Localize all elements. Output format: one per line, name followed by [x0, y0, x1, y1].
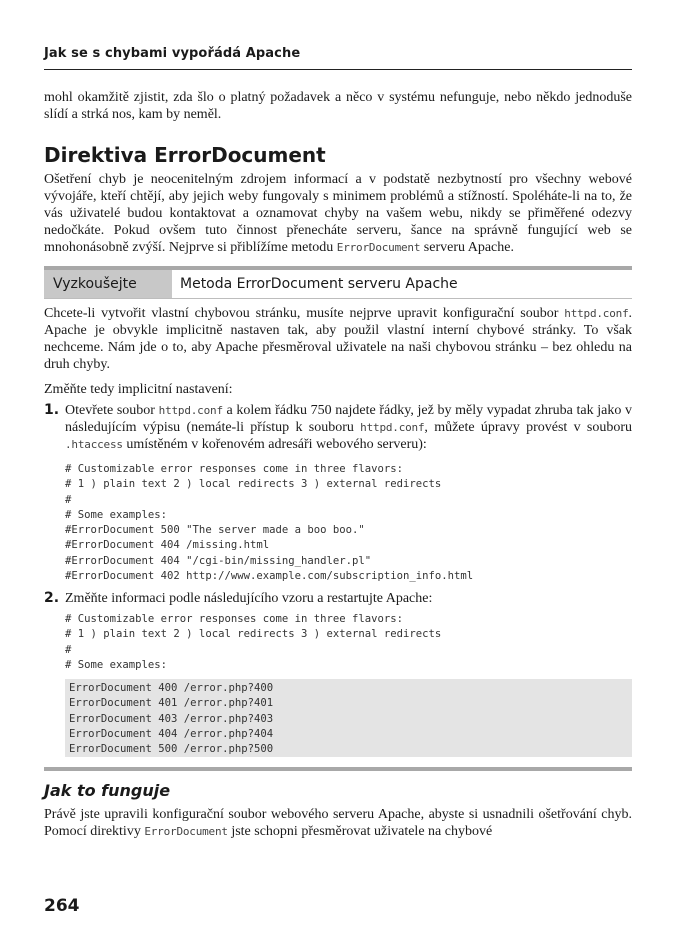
tryit-p1-after: . Apache je obvykle implicitně nastaven tak, aby použil vlastní interní chybové stránky. To však nechceme. Nám jde o to, aby Apache přesměroval uživatele na naši chybovou stránku – bez ohledu na druh chyby.: [44, 306, 632, 372]
step-1-text-c: , můžete úpravy provést v souboru: [424, 420, 632, 435]
tryit-end-rule: [44, 767, 632, 771]
inline-code-httpd-conf: httpd.conf: [564, 307, 629, 320]
step-2-number: 2.: [44, 590, 60, 606]
section-heading: Direktiva ErrorDocument: [44, 143, 326, 167]
inline-code-httpd-conf-2: httpd.conf: [360, 421, 425, 434]
tryit-title: Metoda ErrorDocument serveru Apache: [180, 276, 458, 292]
code-listing-modified: # Customizable error responses come in three flavors: # 1 ) plain text 2 ) local redirects 3 ) external redirects # # Some examples:: [65, 613, 442, 671]
step-1-text: [65, 402, 632, 453]
section-text-after: serveru Apache.: [423, 240, 514, 255]
inline-code-errordocument: ErrorDocument: [336, 241, 421, 254]
code-listing-highlighted: [65, 679, 632, 757]
highlighted-errordocument-lines: ErrorDocument 400 /error.php?400 ErrorDocument 401 /error.php?401 ErrorDocument 403 /error.php?403 ErrorDocument 404 /error.php?404 ErrorDocument 500 /error.php?500: [69, 682, 274, 756]
tryit-label: Vyzkoušejte: [44, 270, 172, 298]
intro-paragraph: mohl okamžitě zjistit, zda šlo o platný požadavek a něco v systému nefunguje, nebo někdo jednoduše slídí a strká nos, kam by neměl.: [44, 90, 632, 122]
tryit-bottom-rule: [44, 298, 632, 299]
inline-code-httpd-conf-1: httpd.conf: [158, 404, 223, 417]
step-1-text-d: umístěném v kořenovém adresáři webového serveru):: [126, 437, 427, 452]
code-listing-original: # Customizable error responses come in three flavors: # 1 ) plain text 2 ) local redirects 3 ) external redirects # # Some examples: #ErrorDocument 500 "The server made a boo boo." #ErrorDocument 404 /missing.html #ErrorDocument 404 "/cgi-bin/missing_handler.pl" #ErrorDocument 402 http://www.example.com/subscription_info.html: [65, 463, 474, 583]
how-it-works-heading: Jak to funguje: [44, 781, 171, 800]
header-rule: [44, 69, 632, 70]
inline-code-errordocument-2: ErrorDocument: [144, 825, 228, 838]
how-text-after: jste schopni přesměrovat uživatele na chybové: [231, 824, 493, 839]
how-text-before: Právě jste upravili konfigurační soubor webového serveru Apache, abyste si usnadnili ošetřování chyb. Pomocí direktivy: [44, 807, 632, 839]
inline-code-htaccess: .htaccess: [65, 438, 123, 451]
tryit-paragraph-1: [44, 305, 632, 373]
step-1-text-b: a kolem řádku 750 najdete řádky, jež by měly vypadat zhruba tak jako v následujícím výpisu (nemáte-li přístup k souboru: [65, 403, 633, 435]
page-number: 264: [44, 896, 80, 916]
step-1-text-a: Otevřete soubor: [65, 403, 155, 418]
step-1-number: 1.: [44, 402, 60, 418]
step-2-text: Změňte informaci podle následujícího vzoru a restartujte Apache:: [65, 591, 433, 606]
tryit-p1-before: Chcete-li vytvořit vlastní chybovou stránku, musíte nejprve upravit konfigurační soubor: [44, 306, 559, 321]
section-text-before: Ošetření chyb je neocenitelným zdrojem informací a v podstatě nezbytností pro všechny webové vývojáře, kteří chtějí, aby jejich weby fungovaly s minimem problémů a stížností. Spoléháte-li na to, že vás uživatelé budou kontaktovat a oznamovat chyby na vašem webu, nikdy se přiměřené odezvy nedočkáte. Pokud ovšem tuto činnost přenecháte serveru, šance na správně fungující web se mnohonásobně zvýší. Nejprve si přiblížíme metodu: [44, 172, 632, 255]
section-paragraph: [44, 171, 632, 256]
tryit-paragraph-2: Změňte tedy implicitní nastavení:: [44, 382, 233, 397]
running-header: Jak se s chybami vypořádá Apache: [44, 46, 301, 61]
how-it-works-paragraph: [44, 806, 632, 840]
